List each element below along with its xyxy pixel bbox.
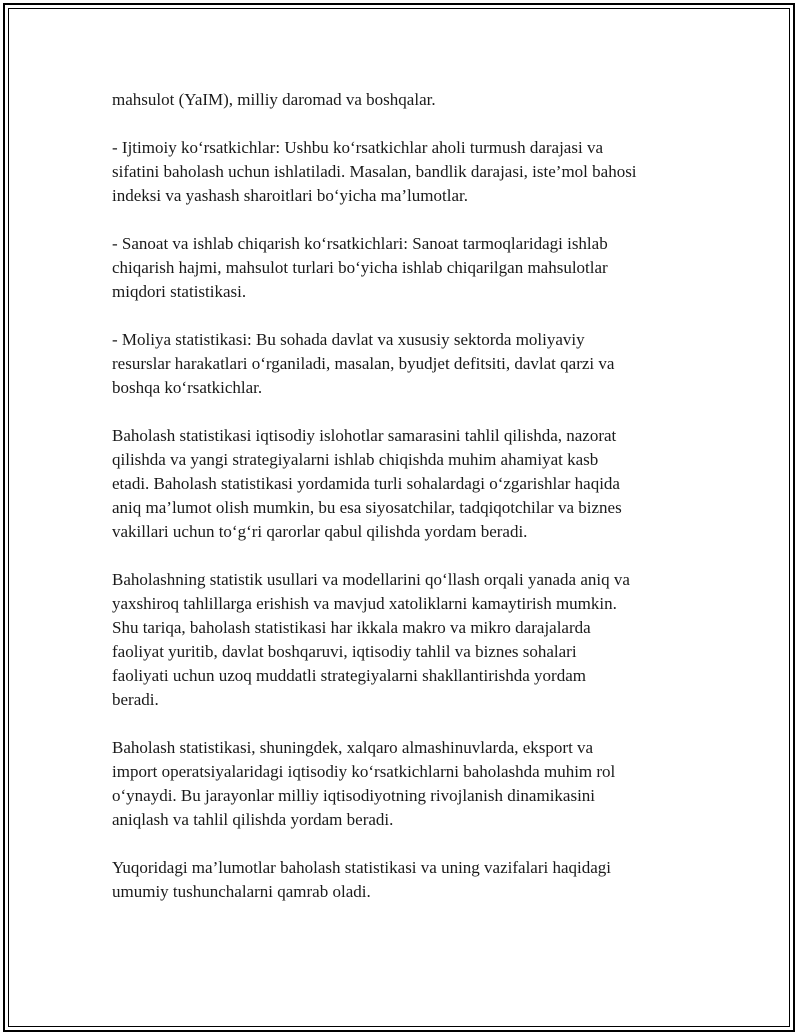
- text-line: Baholash statistikasi, shuningdek, xalqaro almashinuvlarda, eksport va: [112, 738, 594, 757]
- text-line: umumiy tushunchalarni qamrab oladi.: [112, 882, 371, 901]
- text-line: qilishda va yangi strategiyalarni ishlab chiqishda muhim ahamiyat kasb: [112, 450, 599, 469]
- paragraph-intro-continuation: [112, 88, 702, 112]
- text-line: Baholashning statistik usullari va modellarini qo‘llash orqali yanada aniq va: [112, 570, 630, 589]
- text-line: - Moliya statistikasi: Bu sohada davlat va xususiy sektorda moliyaviy: [112, 330, 585, 349]
- text-line: beradi.: [112, 690, 159, 709]
- text-line: vakillari uchun to‘g‘ri qarorlar qabul qilishda yordam beradi.: [112, 522, 528, 541]
- text-line: Baholash statistikasi iqtisodiy islohotlar samarasini tahlil qilishda, nazorat: [112, 426, 617, 445]
- text-line: resurslar harakatlari o‘rganiladi, masalan, byudjet defitsiti, davlat qarzi va: [112, 354, 615, 373]
- paragraph-industry-indicators: [112, 232, 702, 304]
- text-line: chiqarish hajmi, mahsulot turlari bo‘yicha ishlab chiqarilgan mahsulotlar: [112, 258, 608, 277]
- text-line: faoliyat yuritib, davlat boshqaruvi, iqtisodiy tahlil va biznes sohalari: [112, 642, 577, 661]
- text-line: Shu tariqa, baholash statistikasi har ikkala makro va mikro darajalarda: [112, 618, 591, 637]
- paragraph-international-exchange: [112, 736, 702, 832]
- text-line: miqdori statistikasi.: [112, 282, 247, 301]
- text-line: boshqa ko‘rsatkichlar.: [112, 378, 263, 397]
- text-line: yaxshiroq tahlillarga erishish va mavjud xatoliklarni kamaytirish mumkin.: [112, 594, 617, 613]
- text-line: o‘ynaydi. Bu jarayonlar milliy iqtisodiyotning rivojlanish dinamikasini: [112, 786, 596, 805]
- paragraph-finance-statistics: [112, 328, 702, 400]
- text-line: aniq ma’lumot olish mumkin, bu esa siyosatchilar, tadqiqotchilar va biznes: [112, 498, 622, 517]
- paragraph-statistical-methods: [112, 568, 702, 712]
- text-line: Yuqoridagi ma’lumotlar baholash statistikasi va uning vazifalari haqidagi: [112, 858, 612, 877]
- paragraph-social-indicators: [112, 136, 702, 208]
- text-line: etadi. Baholash statistikasi yordamida turli sohalardagi o‘zgarishlar haqida: [112, 474, 620, 493]
- paragraph-summary: [112, 856, 702, 904]
- text-line: faoliyati uchun uzoq muddatli strategiyalarni shakllantirishda yordam: [112, 666, 586, 685]
- text-line: sifatini baholash uchun ishlatiladi. Masalan, bandlik darajasi, iste’mol bahosi: [112, 162, 637, 181]
- text-line: mahsulot (YaIM), milliy daromad va boshqalar.: [112, 90, 436, 109]
- paragraph-evaluation-importance: [112, 424, 702, 544]
- text-line: import operatsiyalaridagi iqtisodiy ko‘rsatkichlarni baholashda muhim rol: [112, 762, 616, 781]
- text-line: indeksi va yashash sharoitlari bo‘yicha ma’lumotlar.: [112, 186, 468, 205]
- document-body: [112, 88, 702, 928]
- text-line: - Ijtimoiy ko‘rsatkichlar: Ushbu ko‘rsatkichlar aholi turmush darajasi va: [112, 138, 603, 157]
- text-line: - Sanoat va ishlab chiqarish ko‘rsatkichlari: Sanoat tarmoqlaridagi ishlab: [112, 234, 608, 253]
- text-line: aniqlash va tahlil qilishda yordam beradi.: [112, 810, 394, 829]
